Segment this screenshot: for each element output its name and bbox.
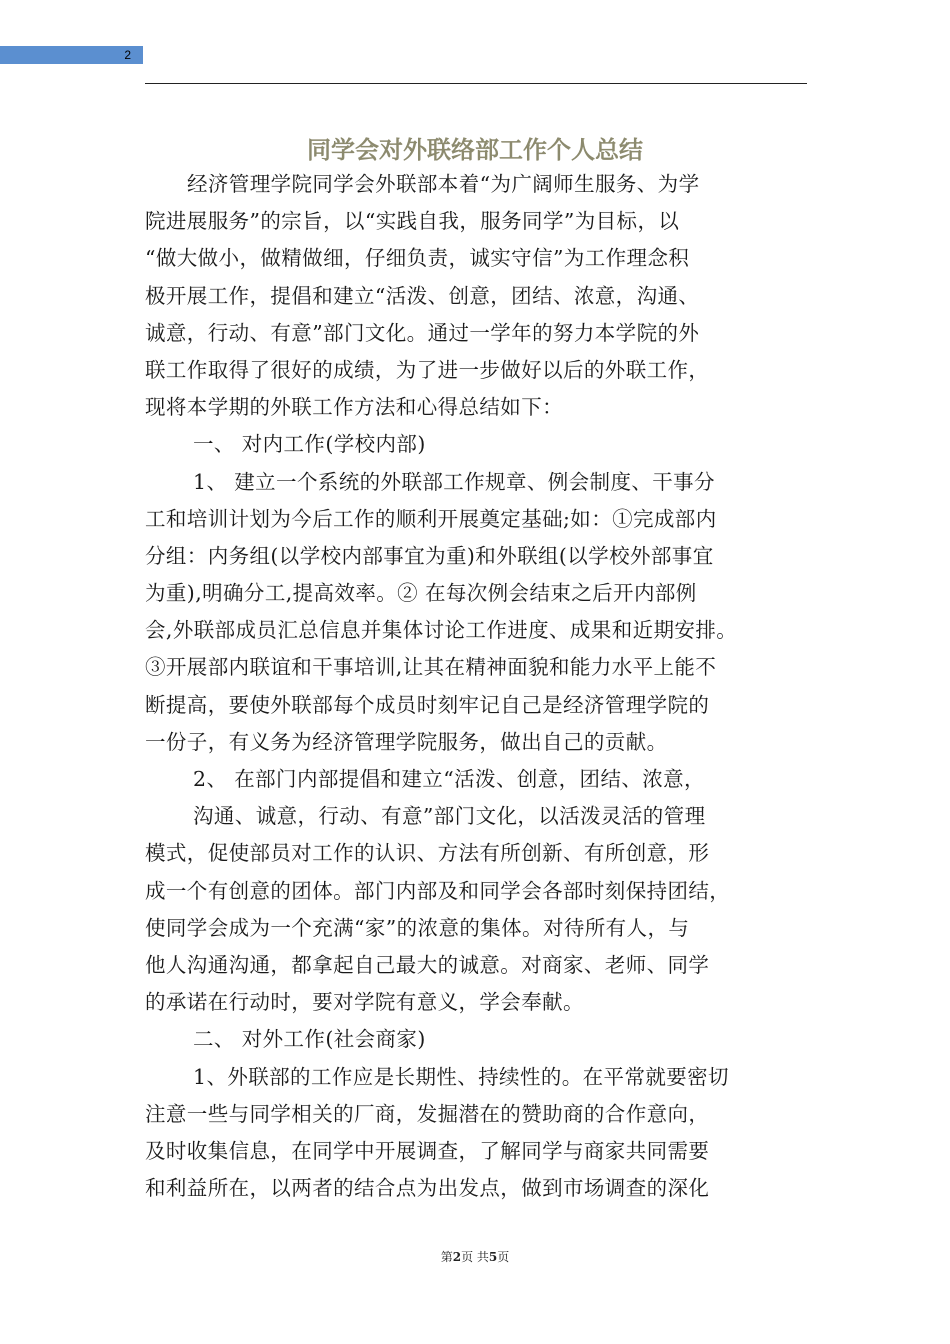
body-line: 1、 建立一个系统的外联部工作规章、例会制度、干事分 [193, 469, 715, 494]
footer-prefix: 第 [440, 1250, 453, 1264]
body-line: 为重),明确分工,提高效率。② 在每次例会结束之后开内部例 [145, 581, 697, 606]
body-line: 2、 在部门内部提倡和建立“活泼、创意，团结、浓意， [193, 767, 705, 791]
page-number-tab [0, 46, 143, 64]
body-line: 的承诺在行动时，要对学院有意义，学会奉献。 [145, 990, 584, 1015]
footer-total-pages: 5 [488, 1250, 498, 1264]
footer-middle: 页 共 [461, 1250, 489, 1264]
body-line: “做大做小，做精做细，仔细负责，诚实守信”为工作理念积 [145, 246, 690, 271]
body-line: ③开展部内联谊和干事培训,让其在精神面貌和能力水平上能不 [145, 655, 717, 680]
body-line: 联工作取得了很好的成绩，为了进一步做好以后的外联工作， [145, 357, 710, 382]
page-number: 2 [124, 48, 131, 62]
document-title: 同学会对外联络部工作个人总结 [307, 136, 643, 164]
footer-suffix: 页 [497, 1250, 510, 1264]
body-line: 会,外联部成员汇总信息并集体讨论工作进度、成果和近期安排。 [145, 618, 738, 643]
footer-current-page: 2 [452, 1250, 462, 1264]
body-line: 模式，促使部员对工作的认识、方法有所创新、有所创意，形 [145, 841, 710, 866]
body-line: 注意一些与同学相关的厂商，发掘潜在的赞助商的合作意向， [145, 1101, 710, 1126]
document-body [145, 166, 845, 1207]
body-line: 他人沟通沟通，都拿起自己最大的诚意。对商家、老师、同学 [145, 952, 710, 977]
body-line: 院进展服务”的宗旨，以“实践自我，服务同学”为目标，以 [145, 209, 680, 234]
header-divider [145, 83, 807, 84]
body-line: 断提高，要使外联部每个成员时刻牢记自己是经济管理学院的 [145, 692, 710, 717]
body-line: 工和培训计划为今后工作的顺利开展奠定基础;如：①完成部内 [145, 506, 717, 531]
body-line: 一、 对内工作(学校内部) [193, 432, 426, 457]
body-line: 经济管理学院同学会外联部本着“为广阔师生服务、为学 [187, 172, 700, 196]
body-line: 诚意，行动、有意”部门文化。通过一学年的努力本学院的外 [145, 320, 700, 345]
page-footer [0, 1248, 950, 1265]
body-line: 和利益所在，以两者的结合点为出发点，做到市场调查的深化 [145, 1176, 710, 1201]
body-line: 分组：内务组(以学校内部事宜为重)和外联组(以学校外部事宜 [145, 543, 714, 568]
body-line: 一份子，有义务为经济管理学院服务，做出自己的贡献。 [145, 729, 668, 754]
body-line: 现将本学期的外联工作方法和心得总结如下： [145, 395, 563, 420]
body-line: 使同学会成为一个充满“家”的浓意的集体。对待所有人，与 [145, 915, 690, 940]
body-line: 二、 对外工作(社会商家) [193, 1027, 426, 1052]
body-line: 1、外联部的工作应是长期性、持续性的。在平常就要密切 [193, 1064, 729, 1089]
body-line: 沟通、诚意，行动、有意”部门文化，以活泼灵活的管理 [193, 804, 706, 829]
body-line: 极开展工作，提倡和建立“活泼、创意，团结、浓意，沟通、 [145, 283, 700, 308]
body-line: 及时收集信息，在同学中开展调查，了解同学与商家共同需要 [145, 1138, 710, 1163]
body-line: 成一个有创意的团体。部门内部及和同学会各部时刻保持团结， [145, 878, 731, 903]
